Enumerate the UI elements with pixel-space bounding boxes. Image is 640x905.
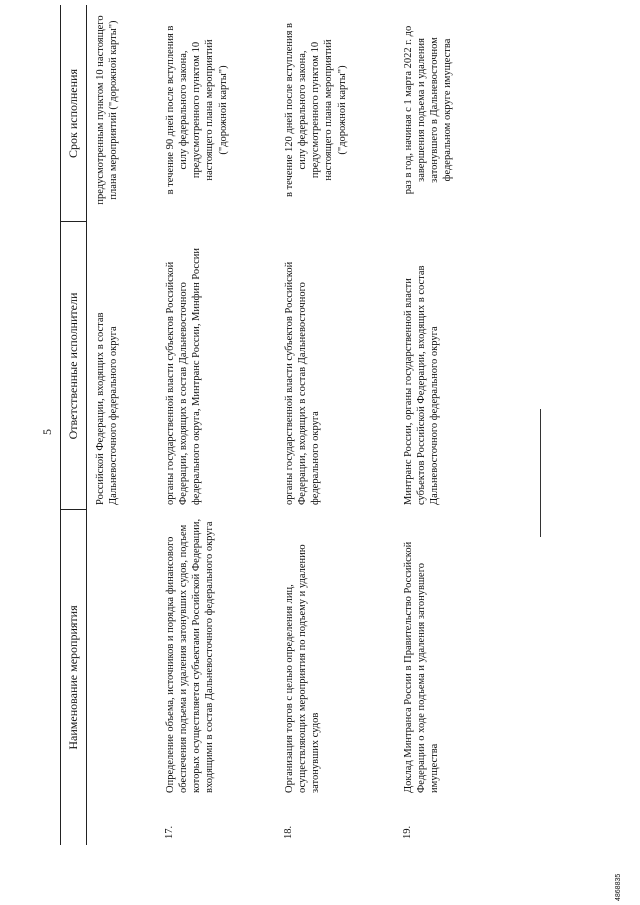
column-header-name: Наименование мероприятия <box>66 605 80 750</box>
row-name: Организация торгов с целью определения лиц, осуществляющих мероприятия по подъему и удалению затонувших судов <box>284 544 322 793</box>
row-name: Доклад Минтранса России в Правительство Российской Федерации о ходе подъема и удаления затонувшего имущества <box>403 541 441 793</box>
column-header-executors: Ответственные исполнители <box>66 292 80 440</box>
row-executors: органы государственной власти субъектов Российской Федерации, входящих в состав Дальневосточного федерального округа <box>284 261 322 505</box>
row-number: 18. <box>283 825 294 839</box>
row-number: 17. <box>164 825 175 839</box>
row-deadline: в течение 120 дней после вступления в силу федерального закона, предусмотренного пунктом 10 настоящего плана мероприятий ("дорожной карты") <box>284 22 348 198</box>
document-code: 4868835 <box>615 873 622 901</box>
header-bottom-rule <box>86 5 87 845</box>
continuation-deadline: предусмотренным пунктом 10 настоящего плана мероприятий ("дорожной карты") <box>95 15 120 205</box>
row-deadline: раз в год, начиная с 1 марта 2022 г. до завершения подъема и удаления затонувшего в Дальневосточном федеральном округе имущества <box>403 25 454 195</box>
page-number: 5 <box>40 429 54 435</box>
header-top-rule <box>60 5 61 845</box>
row-number: 19. <box>402 825 413 839</box>
column-header-deadline: Срок исполнения <box>66 69 80 158</box>
end-separator <box>540 409 541 537</box>
row-deadline: в течение 90 дней после вступления в силу федерального закона, предусмотренного пунктом 10 настоящего плана мероприятий ("дорожной карты") <box>165 25 229 195</box>
row-name: Определение объема, источников и порядка финансового обеспечения подъема и удаления затонувших судов, подъем которых осуществляется субъектами Российской Федерации, входящими в состав Дальневосточного федерального округа <box>165 518 216 793</box>
continuation-executors: Российской Федерации, входящих в состав Дальневосточного федерального округа <box>95 312 120 505</box>
row-executors: органы государственной власти субъектов Российской Федерации, входящих в состав Дальневосточного федерального округа, Минтранс России, Минфин России <box>165 248 203 505</box>
row-executors: Минтранс России, органы государственной власти субъектов Российской Федерации, входящих в состав Дальневосточного федерального округа <box>403 265 441 505</box>
